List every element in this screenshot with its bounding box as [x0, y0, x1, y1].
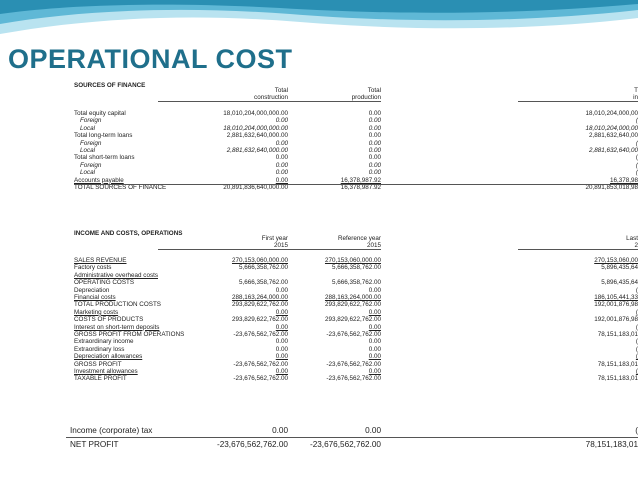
cell-value: 270,153,060,000.00 [231, 257, 288, 264]
row-label: Extraordinary loss [74, 345, 125, 353]
cell-value: 0.00 [275, 169, 288, 177]
slide-title: OPERATIONAL COST [8, 44, 293, 74]
column-header-line1: T [634, 87, 638, 94]
cell-value: 0.00 [368, 353, 381, 361]
sources-heading: SOURCES OF FINANCE [74, 82, 146, 89]
cell-value: 18,010,204,000,00 [585, 124, 638, 132]
cell-value: 78,151,183,01 [597, 331, 638, 338]
cell-value: 5,666,358,762.00 [238, 279, 288, 287]
column-header-line1: Last [626, 235, 638, 242]
cell-value: 0.00 [368, 124, 381, 132]
cell-value: 0.00 [368, 308, 381, 316]
row-label: Total long-term loans [74, 132, 133, 140]
row-label: OPERATING COSTS [74, 279, 135, 287]
table-row [66, 294, 638, 301]
table-row [66, 117, 638, 124]
table-row [66, 147, 638, 154]
cell-value: 186,105,441,33 [594, 294, 638, 301]
cell-value: ( [635, 117, 638, 125]
cell-value: 293,829,622,762.00 [231, 316, 288, 324]
table-row [66, 287, 638, 294]
cell-value: 78,151,183,01 [585, 440, 638, 449]
cell-value: 293,829,622,762.00 [324, 301, 381, 309]
cell-value: -23,676,562,762.00 [326, 331, 381, 338]
cell-value: ( [635, 139, 638, 147]
row-label: Local [80, 147, 96, 154]
column-header-line2: production [281, 94, 381, 102]
cell-value: ( [635, 353, 638, 361]
table-row [66, 338, 638, 345]
row-label: Factory costs [74, 264, 112, 272]
column-header-line1: Total [367, 87, 381, 94]
row-label: Depreciation allowances [74, 353, 143, 361]
table-row [66, 353, 638, 360]
sources-column-header [281, 87, 381, 102]
cell-value: -23,676,562,762.00 [233, 375, 288, 383]
cell-value: 20,891,853,018,98 [585, 184, 638, 191]
cell-value: 18,010,204,000,000.00 [223, 124, 288, 132]
row-label: TOTAL SOURCES OF FINANCE [74, 184, 167, 191]
table-row [66, 316, 638, 323]
row-label: TOTAL PRODUCTION COSTS [74, 301, 161, 309]
cell-value: 0.00 [368, 368, 381, 375]
column-header-line2: in [518, 94, 638, 102]
table-row [66, 279, 638, 286]
table-row [66, 375, 638, 382]
table-row [66, 309, 638, 316]
cell-value: 0.00 [368, 132, 381, 140]
cell-value: 0.00 [275, 161, 288, 169]
table-row [66, 162, 638, 169]
cell-value: 0.00 [368, 169, 381, 177]
table-row [66, 331, 638, 338]
table-row [66, 169, 638, 176]
cell-value: 0.00 [275, 139, 288, 147]
table-row [66, 154, 638, 161]
cell-value: ( [635, 154, 638, 162]
table-row [66, 257, 638, 264]
cell-value: 0.00 [275, 323, 288, 331]
table-row [66, 272, 638, 279]
cell-value: 0.00 [275, 117, 288, 125]
row-label: Local [80, 169, 96, 177]
column-header-line2: 2015 [158, 242, 288, 250]
column-header-line2: construction [158, 94, 288, 102]
header-decoration [0, 0, 638, 40]
row-label: Extraordinary income [74, 338, 134, 346]
cell-value: 0.00 [275, 176, 288, 184]
cell-value: ( [635, 286, 638, 294]
column-header-line2: 2015 [281, 242, 381, 250]
row-label: Total equity capital [74, 110, 126, 117]
row-label: SALES REVENUE [74, 257, 127, 264]
cell-value: 0.00 [368, 139, 381, 147]
cell-value: 0.00 [368, 154, 381, 162]
cell-value: ( [635, 323, 638, 331]
row-label: Total short-term loans [74, 154, 135, 162]
income-column-header [158, 235, 288, 250]
cell-value: 5,896,435,64 [601, 264, 638, 272]
table-row [66, 264, 638, 271]
cell-value: 0.00 [368, 147, 381, 154]
cell-value: 192,001,876,98 [594, 301, 638, 309]
cell-value: 270,153,060,000.00 [324, 257, 381, 264]
table-row [66, 110, 638, 117]
table-row [66, 301, 638, 308]
cell-value: 78,151,183,01 [597, 360, 638, 368]
cell-value: ( [635, 169, 638, 177]
cell-value: ( [635, 368, 638, 375]
cell-value: 18,010,204,000,000.00 [223, 110, 288, 117]
row-label: GROSS PROFIT FROM OPERATIONS [74, 331, 185, 338]
cell-value: ( [635, 161, 638, 169]
row-label: Financial costs [74, 294, 116, 301]
bottom-separator [66, 437, 638, 438]
cell-value: 5,896,435,64 [601, 279, 638, 287]
table-row [66, 324, 638, 331]
column-header-line1: Reference year [337, 235, 381, 242]
row-label: Administrative overhead costs [74, 271, 158, 279]
income-heading: INCOME AND COSTS, OPERATIONS [74, 230, 183, 237]
sources-column-header [158, 87, 288, 102]
cell-value: 5,666,358,762.00 [331, 264, 381, 272]
wave-banner [0, 0, 638, 40]
cell-value: 18,010,204,000,00 [585, 110, 638, 117]
cell-value: 0.00 [275, 338, 288, 346]
cell-value: 2,881,632,640,00 [588, 147, 638, 154]
cell-value: 0.00 [275, 286, 288, 294]
cell-value: 288,163,264,000.00 [324, 294, 381, 301]
cell-value: 0.00 [368, 286, 381, 294]
cell-value: 0.00 [368, 323, 381, 331]
row-label: GROSS PROFIT [74, 360, 122, 368]
row-label: NET PROFIT [70, 440, 119, 449]
cell-value: 0.00 [368, 110, 381, 117]
cell-value: 20,891,836,640,000.00 [223, 184, 288, 191]
cell-value: 0.00 [275, 308, 288, 316]
cell-value: ( [635, 308, 638, 316]
cell-value: 0.00 [368, 117, 381, 125]
cell-value: 0.00 [368, 161, 381, 169]
cell-value: ( [635, 338, 638, 346]
row-label: Income (corporate) tax [70, 426, 153, 435]
cell-value: 0.00 [275, 353, 288, 361]
cell-value: 0.00 [365, 426, 381, 435]
income-column-header [518, 235, 638, 250]
row-label: Investment allowances [74, 368, 138, 375]
table-row [66, 346, 638, 353]
table-row [66, 439, 638, 450]
table-row [66, 184, 638, 191]
cell-value: -23,676,562,762.00 [233, 331, 288, 338]
row-label: Foreign [80, 161, 102, 169]
total-separator [74, 184, 638, 185]
cell-value: 5,666,358,762.00 [238, 264, 288, 272]
income-column-header [281, 235, 381, 250]
row-label: Interest on short-term deposits [74, 323, 160, 331]
cell-value: 2,881,632,640,000.00 [226, 147, 288, 154]
cell-value: -23,676,562,762.00 [326, 375, 381, 383]
table-row [66, 425, 638, 436]
row-label: Local [80, 124, 96, 132]
cell-value: 2,881,632,640,000.00 [226, 132, 288, 140]
cell-value: 0.00 [275, 368, 288, 375]
table-row [66, 132, 638, 139]
table-row [66, 140, 638, 147]
table-row [66, 361, 638, 368]
cell-value: 0.00 [272, 426, 288, 435]
row-label: Marketing costs [74, 308, 119, 316]
cell-value: 192,001,876,98 [594, 316, 638, 324]
cell-value: -23,676,562,762.00 [216, 440, 288, 449]
row-label: COSTS OF PRODUCTS [74, 316, 144, 324]
row-label: Accounts payable [74, 176, 124, 184]
row-label: Foreign [80, 117, 102, 125]
cell-value: 0.00 [275, 154, 288, 162]
row-label: TAXABLE PROFIT [74, 375, 127, 383]
table-row [66, 177, 638, 184]
cell-value: 16,378,987.92 [340, 176, 381, 184]
cell-value: 0.00 [368, 345, 381, 353]
table-row [66, 368, 638, 375]
column-header-line1: Total [274, 87, 288, 94]
cell-value: 270,153,060,00 [594, 257, 638, 264]
sources-column-header [518, 87, 638, 102]
row-label: Foreign [80, 139, 102, 147]
row-label: Depreciation [74, 286, 110, 294]
cell-value: ( [635, 345, 638, 353]
cell-value: -23,676,562,762.00 [309, 440, 381, 449]
column-header-line2: 2 [518, 242, 638, 250]
cell-value: 16,378,987.92 [340, 184, 381, 191]
column-header-line1: First year [261, 235, 288, 242]
cell-value: 0.00 [275, 345, 288, 353]
table-row [66, 125, 638, 132]
cell-value: 5,666,358,762.00 [331, 279, 381, 287]
cell-value: 0.00 [368, 338, 381, 346]
cell-value: 2,881,632,640,00 [588, 132, 638, 140]
cell-value: 288,163,264,000.00 [231, 294, 288, 301]
financial-table [66, 79, 638, 479]
cell-value: -23,676,562,762.00 [233, 360, 288, 368]
cell-value: ( [635, 426, 638, 435]
cell-value: 78,151,183,01 [597, 375, 638, 383]
cell-value: 293,829,622,762.00 [324, 316, 381, 324]
cell-value: -23,676,562,762.00 [326, 360, 381, 368]
cell-value: 293,829,622,762.00 [231, 301, 288, 309]
cell-value: 16,378,98 [609, 176, 638, 184]
